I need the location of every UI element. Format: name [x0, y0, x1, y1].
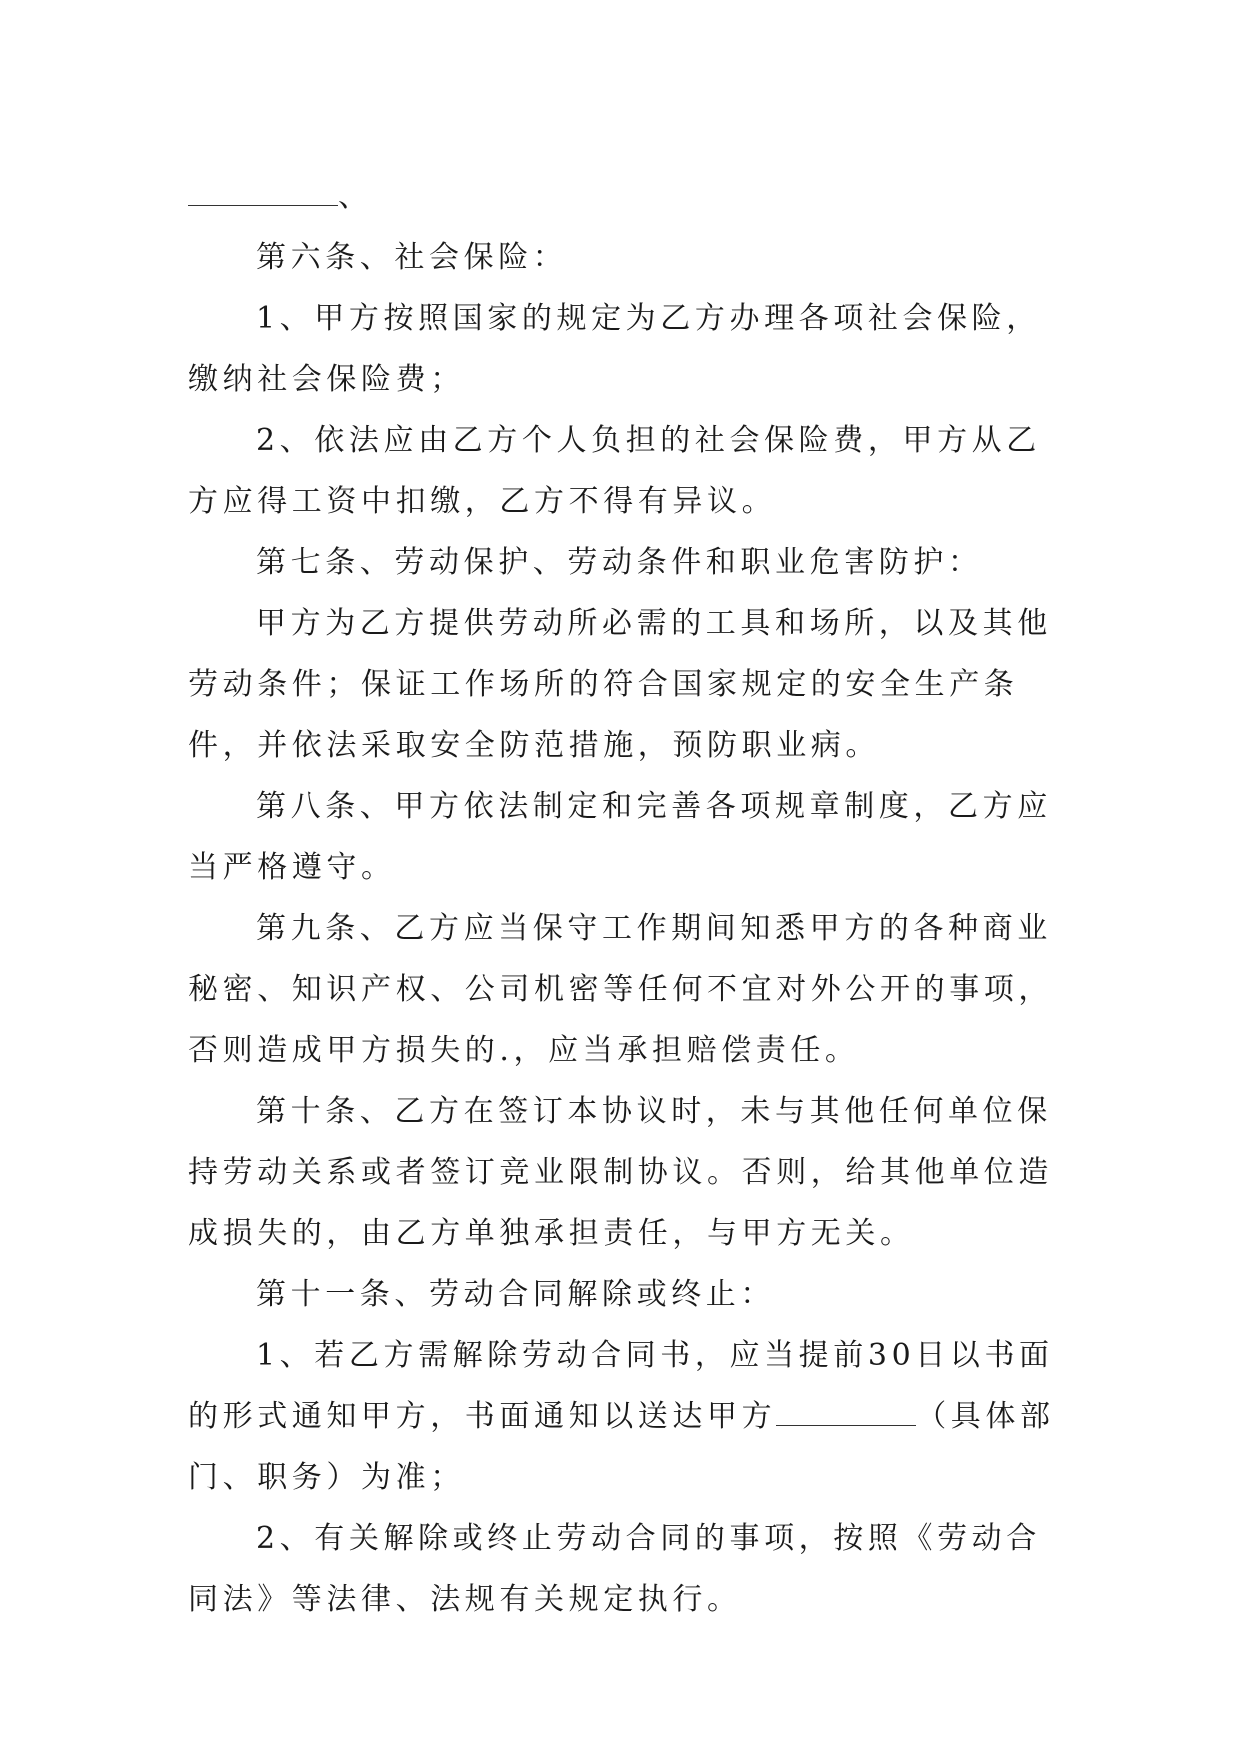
article-6-item-1: 1、甲方按照国家的规定为乙方办理各项社会保险，缴纳社会保险费；	[188, 301, 1041, 397]
article-8: 第八条、甲方依法制定和完善各项规章制度，乙方应当严格遵守。	[188, 789, 1052, 885]
top-fragment-tail: 、	[338, 179, 373, 214]
top-fragment-line	[188, 166, 1058, 227]
article-11-heading: 第十一条、劳动合同解除或终止：	[256, 1277, 775, 1312]
article-6-item-2: 2、依法应由乙方个人负担的社会保险费，甲方从乙方应得工资中扣缴，乙方不得有异议。	[188, 423, 1041, 519]
article-11-item-1-text-before: 1、若乙方需解除劳动合同书，应当提前30日以书面的形式通知甲方，书面通知以送达甲方	[188, 1338, 1054, 1434]
article-11-item-2: 2、有关解除或终止劳动合同的事项，按照《劳动合同法》等法律、法规有关规定执行。	[188, 1521, 1041, 1617]
fill-in-blank-line	[776, 1403, 916, 1426]
article-7-heading: 第七条、劳动保护、劳动条件和职业危害防护：	[256, 545, 983, 580]
article-7-body: 甲方为乙方提供劳动所必需的工具和场所，以及其他劳动条件；保证工作场所的符合国家规定的安全生产条件，并依法采取安全防范措施，预防职业病。	[188, 606, 1052, 763]
article-9: 第九条、乙方应当保守工作期间知悉甲方的各种商业秘密、知识产权、公司机密等任何不宜对外公开的事项，否则造成甲方损失的.，应当承担赔偿责任。	[188, 911, 1053, 1068]
article-11-item-1-text-after: （具体部门、职务）为准；	[188, 1399, 1055, 1495]
article-11-item-1	[188, 1325, 1058, 1508]
document-body	[188, 166, 1058, 1630]
article-6-heading: 第六条、社会保险：	[256, 240, 568, 275]
article-10: 第十条、乙方在签订本协议时，未与其他任何单位保持劳动关系或者签订竞业限制协议。否则，给其他单位造成损失的，由乙方单独承担责任，与甲方无关。	[188, 1094, 1053, 1251]
fill-in-blank-line	[188, 183, 338, 206]
